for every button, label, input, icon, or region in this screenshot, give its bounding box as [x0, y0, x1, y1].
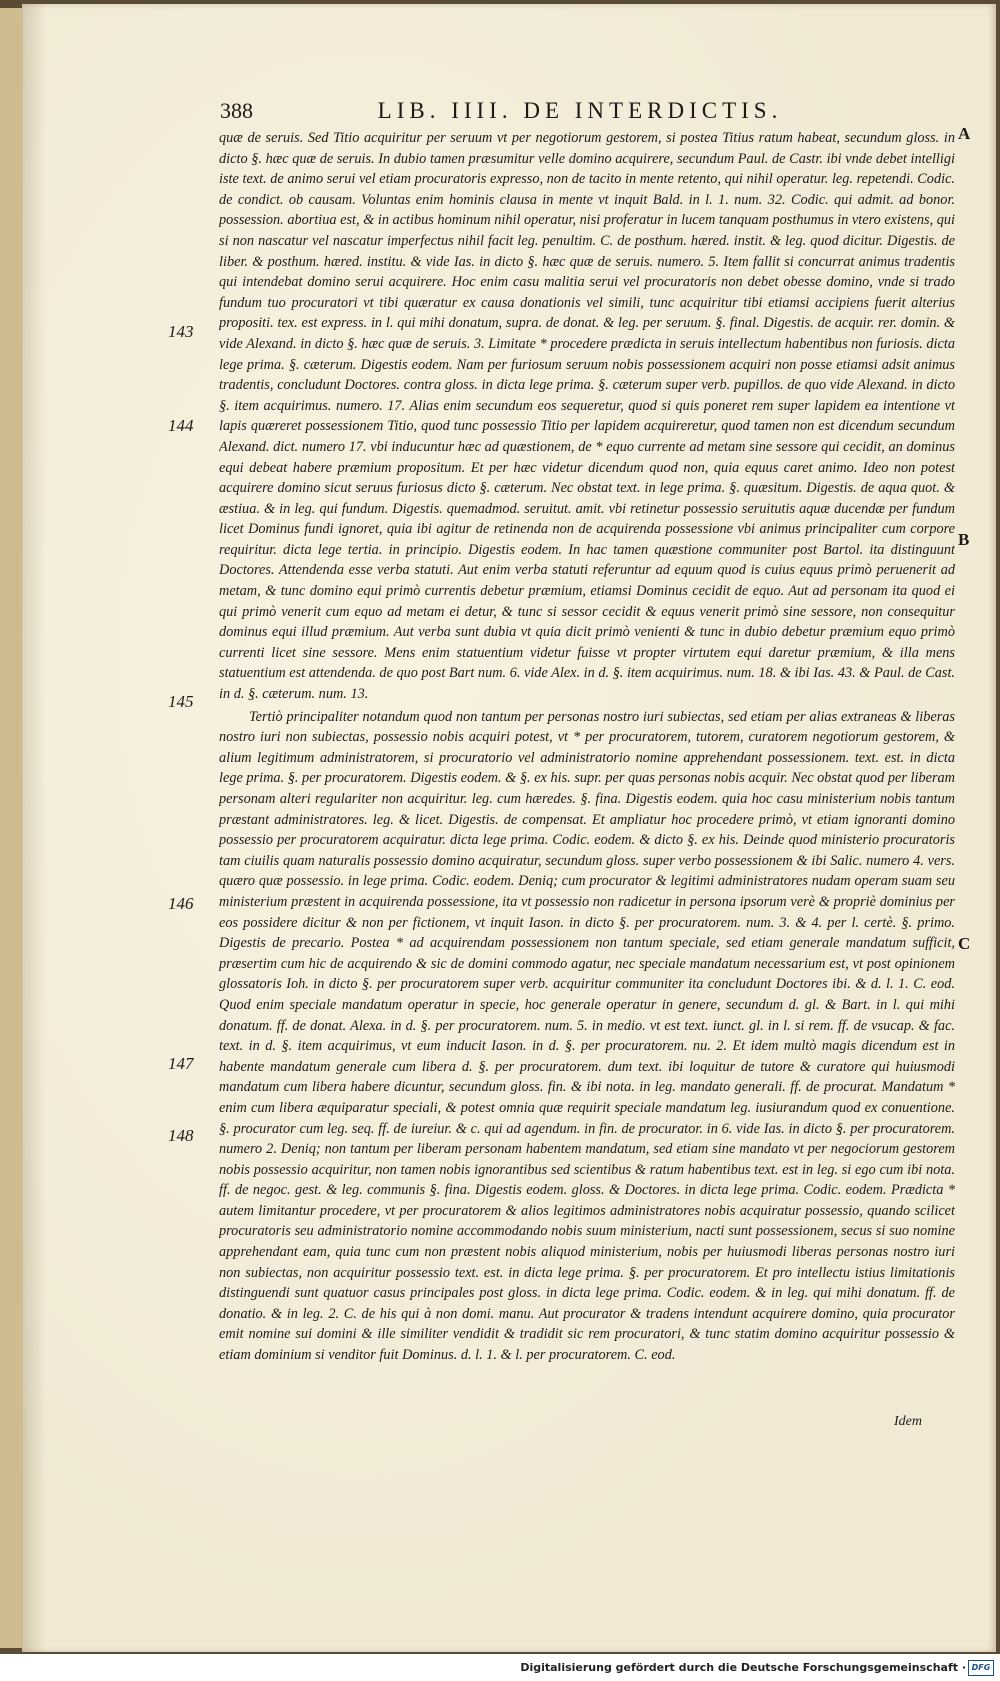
dfg-logo-icon: DFG — [968, 1660, 994, 1676]
book-page-edges — [0, 8, 23, 1648]
paragraph-1: quæ de seruis. Sed Titio acquiritur per seruum vt per negotiorum gestorem, si postea Titius ratum habeat, secundum gloss. in dicto §. hæc quæ de seruis. In dubio tamen præsumitur velle domino acquirere, secundum Paul. de Castr. ibi vnde debet intelligi iste text. de animo serui vel etiam procuratoris expresso, non de tacito in mente retento, qui nihil operatur. leg. repetendi. Codic. de condict. ob causam. Voluntas enim hominis clausa in mente vt inquit Bald. in l. 1. num. 32. Codic. qui admit. ad bonor. possession. abortiua est, & in actibus hominum nihil operatur, nisi proferatur in lucem tanquam posthumus in vtero existens, qui si non nascatur vel nascatur imperfectus nihil facit leg. penultim. C. de posthum. hæred. instit. & leg. quod dicitur. Digestis. de liber. & posthum. hæred. institu. & vide Ias. in dicto §. hæc quæ de seruis. numero. 5. Item fallit si concurrat animus tradentis qui intendebat domino serui acquirere. Hoc enim casu malitia serui vel procuratoris non debet obesse domino, vnde si trado fundum tuo procuratori vt tibi quæratur ex causa donationis vel simili, tunc acquiritur tibi etiamsi accipiens fuerit alterius propositi. tex. est express. in l. qui mihi donatum, supra. de donat. & leg. per seruum. §. final. Digestis. de acquir. rer. domin. & vide Alexand. in dicto §. hæc quæ de seruis. 3. Limitate * procedere prædicta in seruis intellectum habentibus non furiosis. dicta lege prima. §. cæterum. Digestis eodem. Nam per furiosum seruum nobis possessionem acquiri non posse etiamsi adsit animus tradentis, concludunt Doctores. contra gloss. in dicta lege prima. §. cæterum super verb. pupillos. de quo vide Alexand. in dicto §. item acquirimus. numero. 17. Alias enim secundum eos sequeretur, quod si quis poneret rem super lapidem ea intentione vt lapis quæreret possessionem Titio, quod tunc possessio Titio per lapidem acquireretur, quod tamen non est dicendum secundum Alexand. dict. numero 17. vbi inducuntur hæc ad quæstionem, de * equo currente ad metam sine sessore qui cecidit, an dominus equi debeat habere præmium propositum. Et per hæc videtur dicendum quod non, quia equus caret animo. Ideo non potest acquirere domino sicut seruus furiosus dicto §. cæterum. Nec obstat text. in lege prima. §. quæsitum. Digestis. de aqua quot. & æstiua. & in leg. qui fundum. Digestis. quemadmod. seruitut. amit. vbi retinetur possessio seruitutis aquæ ducendæ per fundum licet Dominus fundi ignoret, quia ibi agitur de retinenda non de acquirenda possessione vbi animus principaliter cum corpore requiritur. dicta lege tertia. in principio. Digestis eodem. In hac tamen quæstione communiter post Bartol. ita distinguunt Doctores. Attendenda esse verba statuti. Aut enim verba statuti referuntur ad equum quod is cuius equus primò peruenerit ad metam, & tunc domino equi primò currentis debetur præmium, etiamsi Dominus cecidit de equo. Aut ad personam ita quod ei qui primò venerit cum equo ad metam ei detur, & tunc si sessor cecidit & equus venerit primò sine sessore, non consequitur dominus equi illud præmium. Aut verba sunt dubia vt quia dicit primò venienti & tunc in dubio debetur præmium equo primò currenti licet sine sessore. Mens enim statuentium videtur fuisse vt propter virtutem equi daretur præmium, & illa mens statuentium est attendenda. de quo post Bart num. 6. vide Alex. in d. §. item acquirimus. num. 18. & ibi Ias. 43. & Paul. de Cast. in d. §. cæterum. num. 13. — [219, 130, 955, 703]
margin-number-146: 146 — [168, 894, 194, 913]
footer-credit: Digitalisierung gefördert durch die Deutsche Forschungsgemeinschaft · — [520, 1661, 966, 1674]
margin-number-148: 148 — [168, 1126, 194, 1145]
paragraph-2: Tertiò principaliter notandum quod non tantum per personas nostro iuri subiectas, sed etiam per alias extraneas & liberas nostro iuri non subiectas, possessio nobis acquiri potest, vt * per procuratorem, tutorem, curatorem negotiorum gestorem, & alium legitimum administratorem, si procuratorio vel administratorio nomine apprehendant possessionem. text. est. in dicta lege prima. §. per procuratorem. Digestis eodem. & §. ex his. supr. per quas personas nobis acquir. Nec obstat quod per liberam personam alteri regulariter non acquiritur. leg. cum hæredes. §. fina. Digestis eodem. quia hoc casu ministerium nobis tantum præstant administratores. leg. & licet. Digestis. de compensat. Et ampliatur hoc procedere primò, vt etiam ignoranti domino possessio per procuratorem acquiratur. dicta lege prima. Codic. eodem. & dicto §. ex his. Deinde quod ministerio procuratoris tam ciuilis quam naturalis possessio domino acquiratur, secundum gloss. super verbo possessionem & ibi Salic. numero 4. vers. quæro quæ possessio. in lege prima. Codic. eodem. Deniq; cum procurator & legitimi administratores nudam operam suam seu ministerium præstent in acquirenda possessione, ita vt possessio non radicetur in persona ipsorum verè & propriè dominius per eos possidere dicitur & non per fictionem, vt inquit Iason. in dicto §. per procuratorem. num. 3. & 4. per l. certè. §. primo. Digestis de precario. Postea * ad acquirendam possessionem non tantum speciale, sed etiam generale mandatum sufficit, præsertim cum hic de acquirendo & sic de domini commodo agatur, nec speciale mandatum necessarium est, vt post opinionem glossatoris Ioh. in dicto §. per procuratorem super verb. acquiritur communiter ita concludunt Doctores ibi. & d. l. 1. C. eod. Quod enim speciale mandatum operatur in specie, hoc generale operatur in genere, secundum d. gl. & Bart. in l. qui mihi donatum. ff. de donat. Alexa. in d. §. per procuratorem. num. 5. in medio. vt est text. iunct. gl. in l. si rem. ff. de vsucap. & fac. text. in d. §. item acquirimus, vt eum inducit Iason. in d. §. per procuratorem. nu. 2. Et idem multò magis dicendum est in habente mandatum generale cum libera d. §. per procuratorem. dum text. ibi loquitur de tutore & curatore qui huiusmodi mandatum cum libera habere dicuntur, secundum gloss. fin. & ibi nota. in leg. mandato generali. ff. de procurat. Mandatum * enim cum libera æquiparatur speciali, & potest omnia quæ requirit speciale mandatum leg. iusiurandum quod ex conuentione. §. procurator cum leg. seq. ff. de iureiur. & c. qui ad agendum. in fin. de procurator. in 6. vide Ias. in dicto §. per procuratorem. numero 2. Deniq; non tantum per liberam personam habentem mandatum, sed etiam sine mandato vt per negociorum gestorem nobis possessio acquiritur, non tamen nobis ignorantibus sed scientibus & ratum habentibus text. est in leg. si ego cum ibi nota. ff. de negoc. gest. & leg. communis §. fina. Digestis eodem. gloss. & Doctores. in dicta lege prima. Codic. eodem. Prædicta * autem limitantur procedere, vt per procuratorem & alios legitimos administratores nobis acquiratur possessio, quando scilicet procuratoris seu administratorio nomine accommodando nobis suum ministerium, nacti sunt possessionem, secus si suo nomine apprehendant eam, quia tunc cum non præstent nobis aliquod ministerium, nobis per huiusmodi liberas personas nostro iuri non subiectas, non acquiritur possessio text. est. in dicta lege prima. §. per procuratorem. Et pro intellectu istius limitationis distinguendi sunt quatuor casus principales post gloss. in dicta lege prima. Codic. eodem. & in leg. qui mihi donatum. ff. de donatio. & in leg. 2. C. de his qui à non domi. manu. Aut procurator & tradens intendunt acquirere domino, quia procurator emit nomine sui domini & ille similiter vendidit & tradidit sic rem procuratori, & tunc statim domino acquiritur possessio & etiam dominium si venditor fuit Dominus. d. l. 1. & l. per procuratorem. C. eod. — [219, 708, 955, 1364]
book-page — [22, 4, 996, 1652]
margin-number-144: 144 — [168, 416, 194, 435]
running-title: LIB. IIII. DE INTERDICTIS. — [377, 98, 783, 123]
section-letter-c: C — [958, 934, 971, 953]
margin-number-145: 145 — [168, 692, 194, 711]
section-letter-b: B — [958, 530, 970, 549]
margin-number-147: 147 — [168, 1054, 194, 1073]
margin-number-143: 143 — [168, 322, 194, 341]
page-number: 388 — [220, 98, 253, 123]
section-letter-a: A — [958, 124, 971, 143]
running-head — [220, 98, 940, 128]
body-text — [219, 128, 955, 1398]
digitization-footer — [0, 1654, 1000, 1681]
catchword: Idem — [894, 1414, 922, 1429]
